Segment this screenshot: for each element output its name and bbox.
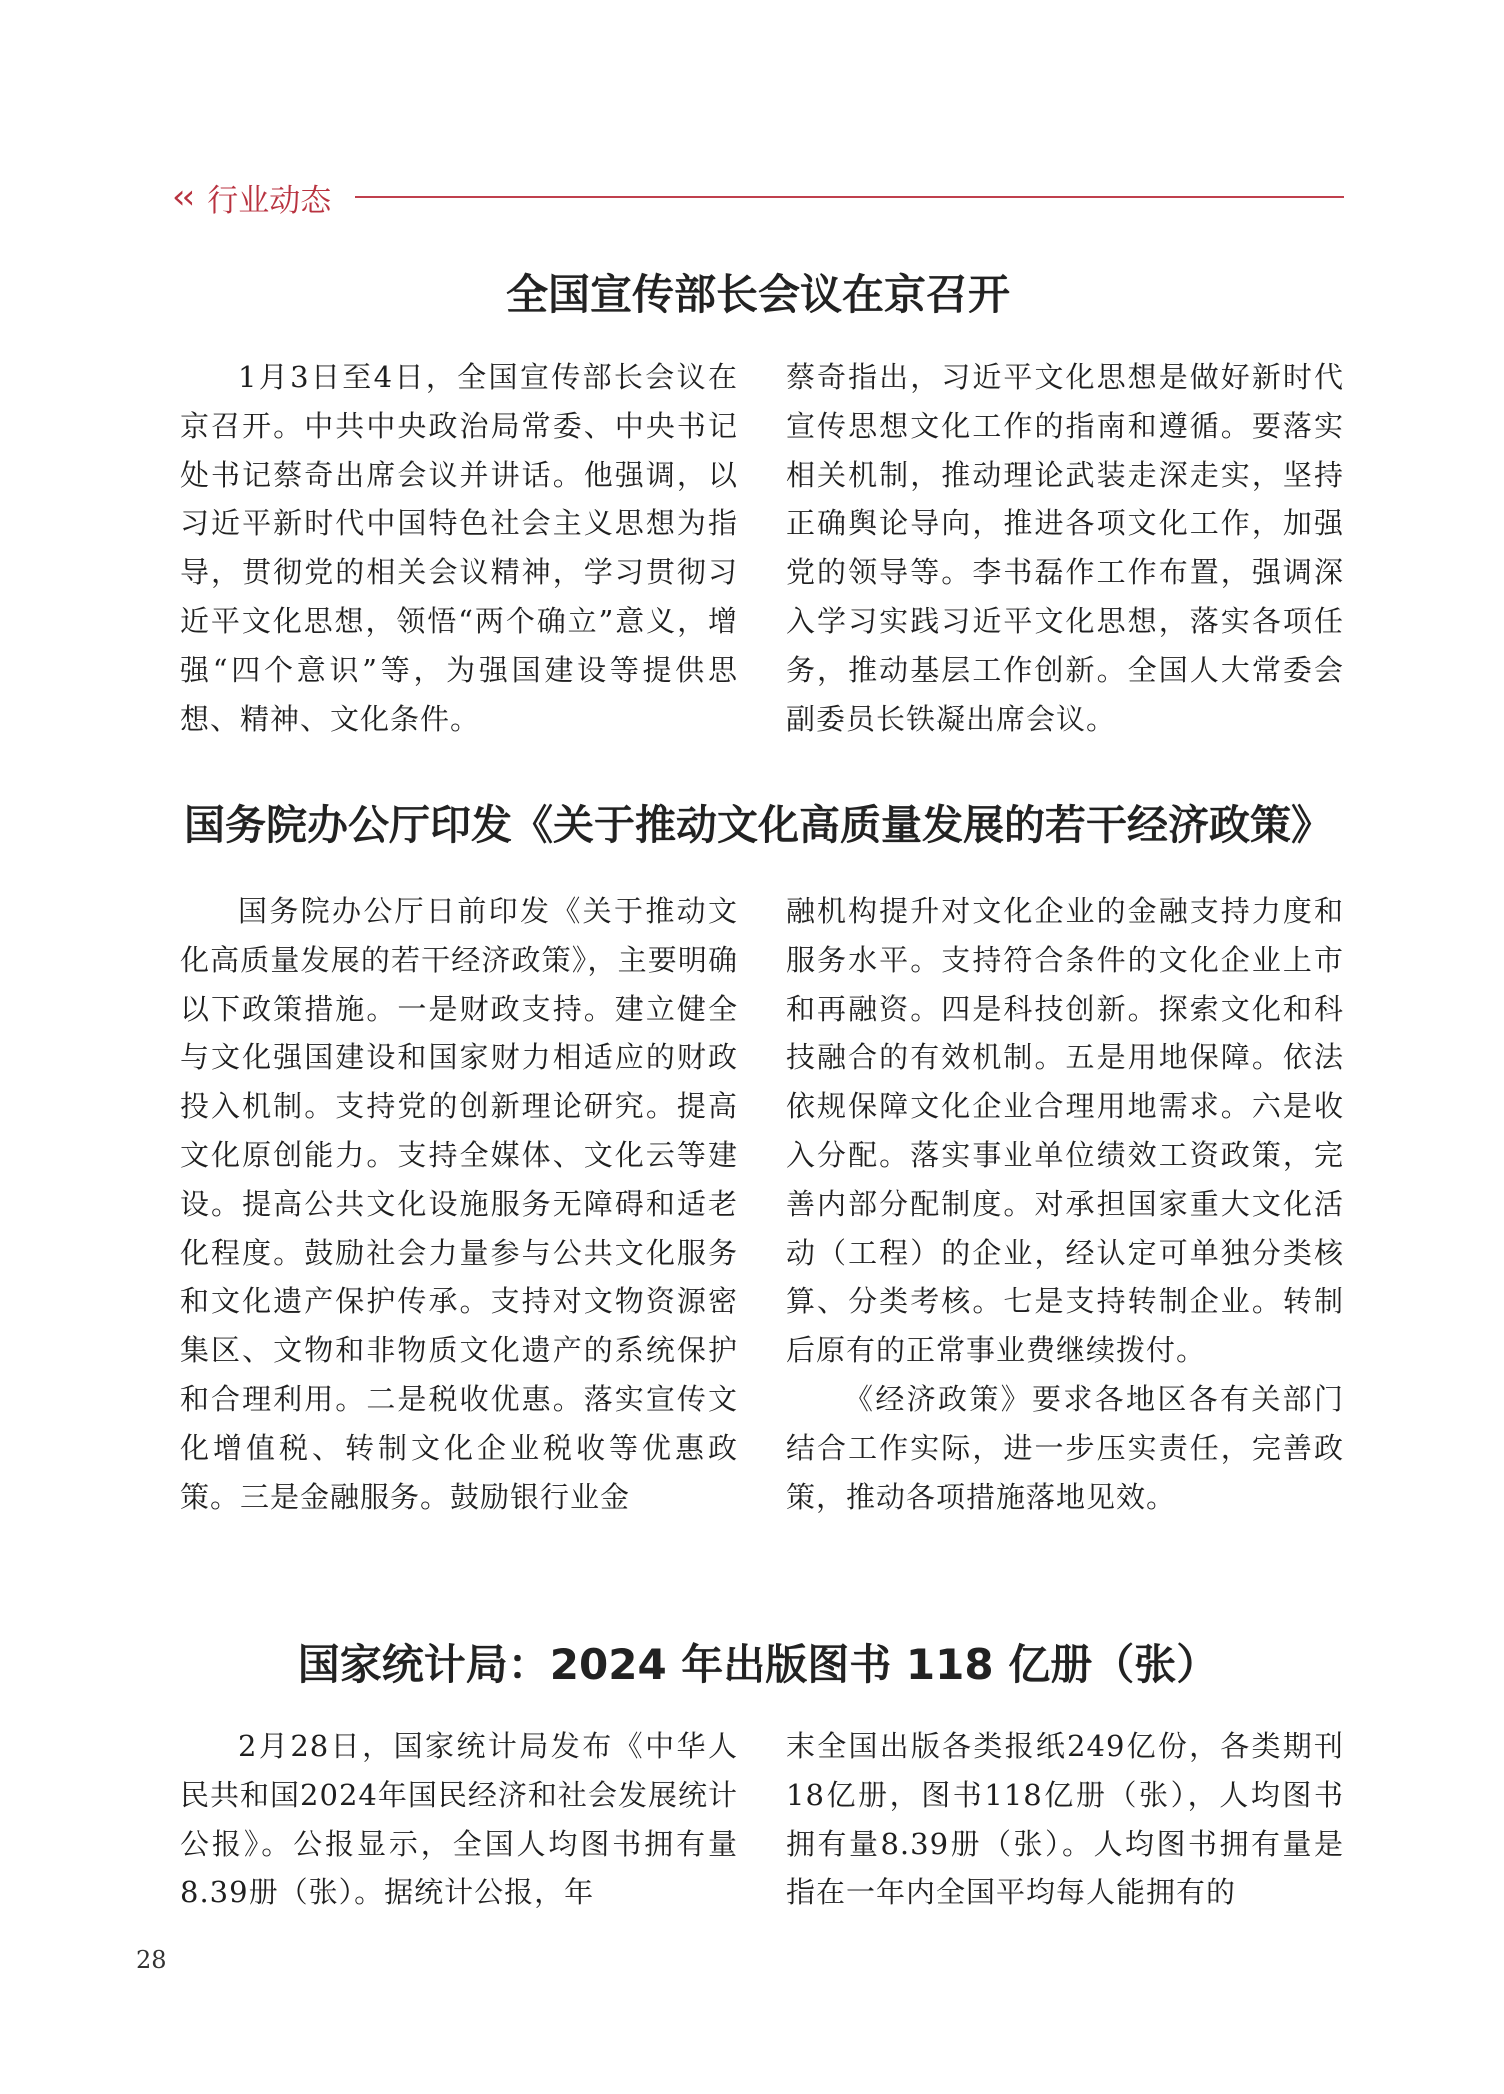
article-column-right [786,1722,1344,1917]
article-title: 全国宣传部长会议在京召开 [505,270,1010,319]
double-chevron-left-icon: ‹‹ [172,177,192,217]
paragraph: 2月28日，国家统计局发布《中华人民共和国2024年国民经济和社会发展统计公报》。公报显示，全国人均图书拥有量8.39册（张）。据统计公报，年 [180,1729,738,1910]
article-column-left [180,353,738,743]
article-column-left [180,887,738,1521]
paragraph: 融机构提升对文化企业的金融支持力度和服务水平。支持符合条件的文化企业上市和再融资。四是科技创新。探索文化和科技融合的有效机制。五是用地保障。依法依规保障文化企业合理用地需求。六是收入分配。落实事业单位绩效工资政策，完善内部分配制度。对承担国家重大文化活动（工程）的企业，经认定可单独分类核算、分类考核。七是支持转制企业。转制后原有的正常事业费继续拨付。 [786,894,1344,1368]
paragraph: 末全国出版各类报纸249亿份，各类期刊18亿册，图书118亿册（张），人均图书拥有量8.39册（张）。人均图书拥有量是指在一年内全国平均每人能拥有的 [786,1729,1344,1910]
article-column-left [180,1722,738,1917]
section-header [172,176,1344,218]
paragraph: 1月3日至4日，全国宣传部长会议在京召开。中共中央政治局常委、中央书记处书记蔡奇出席会议并讲话。他强调，以习近平新时代中国特色社会主义思想为指导，贯彻党的相关会议精神，学习贯彻习近平文化思想，领悟“两个确立”意义，增强“四个意识”等，为强国建设等提供思想、精神、文化条件。 [180,360,738,736]
section-label: 行业动态 [207,182,332,219]
article-column-right [786,353,1344,743]
article-title: 国家统计局：2024 年出版图书 118 亿册（张） [297,1640,1219,1689]
paragraph: 国务院办公厅日前印发《关于推动文化高质量发展的若干经济政策》，主要明确以下政策措施。一是财政支持。建立健全与文化强国建设和国家财力相适应的财政投入机制。支持党的创新理论研究。提高文化原创能力。支持全媒体、文化云等建设。提高公共文化设施服务无障碍和适老化程度。鼓励社会力量参与公共文化服务和文化遗产保护传承。支持对文物资源密集区、文物和非物质文化遗产的系统保护和合理利用。二是税收优惠。落实宣传文化增值税、转制文化企业税收等优惠政策。三是金融服务。鼓励银行业金 [180,894,738,1514]
article-column-right [786,887,1344,1521]
article-title: 国务院办公厅印发《关于推动文化高质量发展的若干经济政策》 [184,801,1332,849]
paragraph: 《经济政策》要求各地区各有关部门结合工作实际，进一步压实责任，完善政策，推动各项措施落地见效。 [786,1381,1344,1514]
paragraph: 蔡奇指出，习近平文化思想是做好新时代宣传思想文化工作的指南和遵循。要落实相关机制，推动理论武装走深走实，坚持正确舆论导向，推进各项文化工作，加强党的领导等。李书磊作工作布置，强调深入学习实践习近平文化思想，落实各项任务，推动基层工作创新。全国人大常委会副委员长铁凝出席会议。 [786,360,1344,736]
section-divider [355,196,1344,198]
page-number: 28 [136,1946,167,1974]
